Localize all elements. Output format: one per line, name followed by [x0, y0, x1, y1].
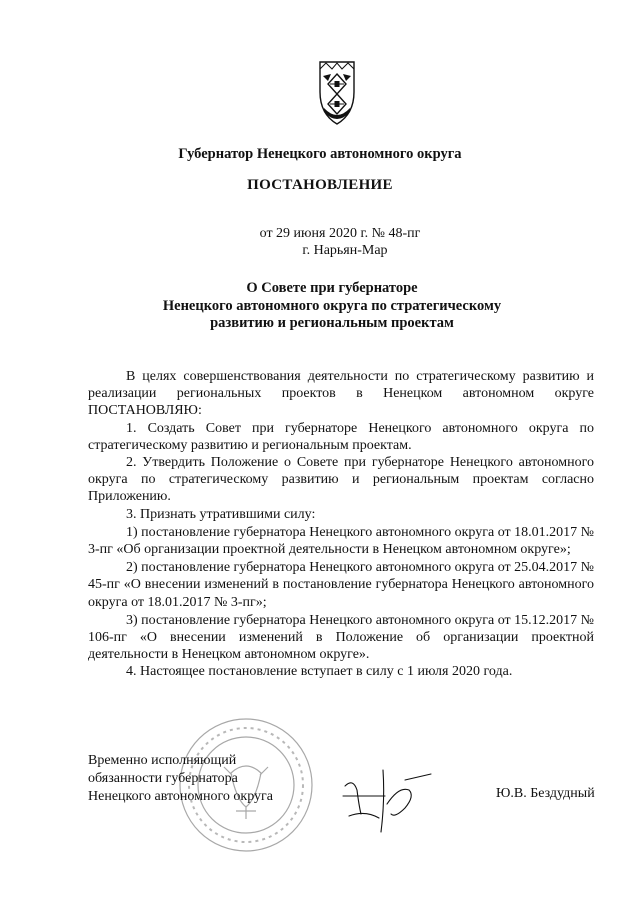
document-body [88, 368, 594, 681]
position-line: обязанности губернатора [88, 771, 238, 786]
preamble-paragraph: В целях совершенствования деятельности по стратегическому развитию и реализации региональных проектов в Ненецком автономном округе ПОСТАНОВЛЯЮ: [88, 369, 594, 419]
clause-1: 1. Создать Совет при губернаторе Ненецкого автономного округа по стратегическому развитию и региональным проектам. [88, 420, 594, 453]
handwritten-signature [335, 760, 455, 840]
clause-3-subitem-1: 1) постановление губернатора Ненецкого автономного округа от 18.01.2017 № 3-пг «Об организации проектной деятельности в Ненецком автономном округе»; [88, 524, 594, 558]
issuing-authority: Губернатор Ненецкого автономного округа [178, 146, 462, 162]
signatory-position [88, 752, 273, 806]
signatory-name: Ю.В. Бездудный [496, 786, 595, 801]
clause-4: 4. Настоящее постановление вступает в силу с 1 июля 2020 года. [126, 664, 513, 680]
clause-2: 2. Утвердить Положение о Совете при губернаторе Ненецкого автономного округа по стратегическому развитию и региональным проектам согласно Приложению. [88, 455, 594, 505]
document-place: г. Нарьян-Мар [302, 243, 388, 258]
title-line: О Совете при губернаторе [246, 280, 418, 296]
document-type: ПОСТАНОВЛЕНИЕ [247, 177, 393, 193]
title-line: развитию и региональным проектам [210, 315, 454, 331]
title-line: Ненецкого автономного округа по стратегическому [162, 297, 502, 314]
document-title [0, 280, 640, 333]
clause-3-subitem-2: 2) постановление губернатора Ненецкого автономного округа от 25.04.2017 № 45-пг «О внесении изменений в постановление губернатора Ненецкого автономного округа от 18.01.2017 № 3-пг»; [88, 560, 594, 610]
clause-3-subitem-3: 3) постановление губернатора Ненецкого автономного округа от 15.12.2017 № 106-пг «О внесении изменений в Положение об организации проектной деятельности в Ненецком автономном округе». [88, 612, 594, 663]
document-date-number: от 29 июня 2020 г. № 48-пг [259, 226, 421, 241]
position-line: Ненецкого автономного округа [88, 789, 273, 804]
position-line: Временно исполняющий [88, 753, 237, 768]
clause-3: 3. Признать утратившими силу: [126, 506, 316, 522]
coat-of-arms-emblem [296, 58, 378, 128]
